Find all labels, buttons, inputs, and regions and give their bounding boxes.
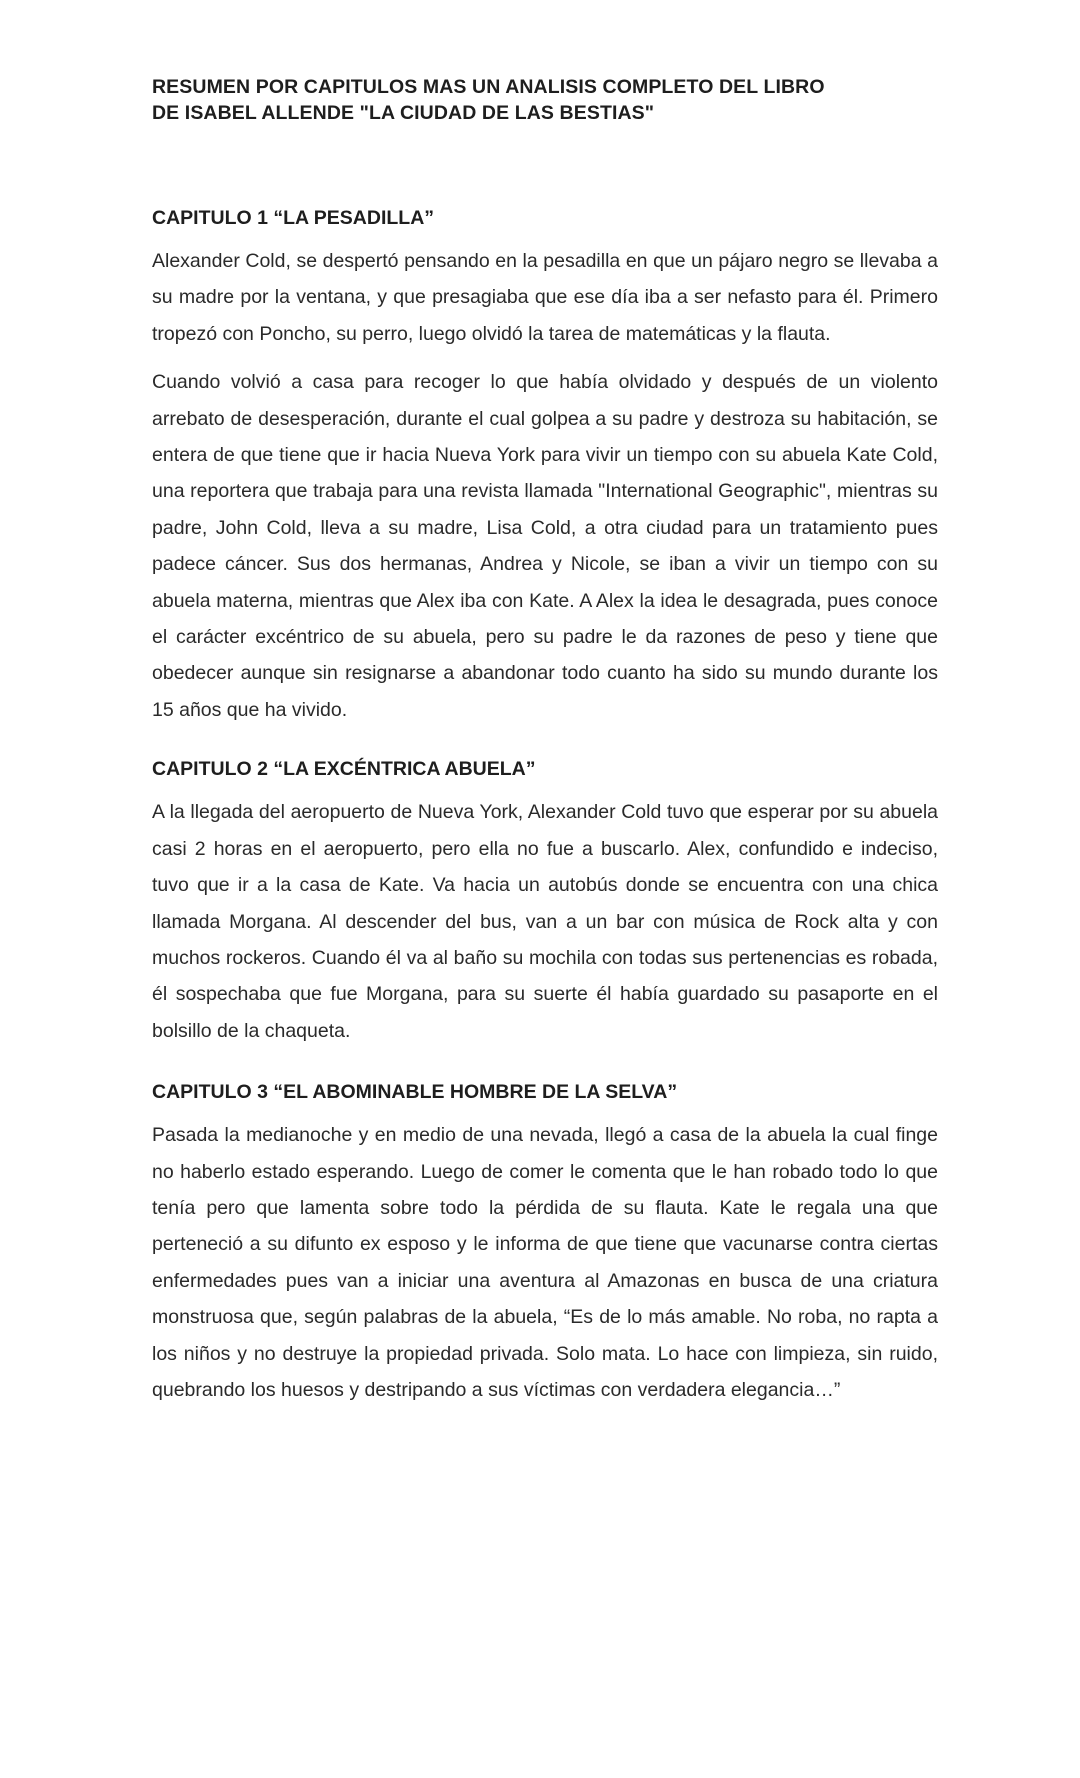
document-title-line-1: RESUMEN POR CAPITULOS MAS UN ANALISIS COMPLETO DEL LIBRO: [152, 76, 825, 98]
chapter-2-section: [152, 756, 938, 1049]
chapter-1-section: [152, 205, 938, 728]
chapter-1-paragraph-1: Alexander Cold, se despertó pensando en la pesadilla en que un pájaro negro se llevaba a su madre por la ventana, y que presagiaba que ese día iba a ser nefasto para él. Primero tropezó con Poncho, su perro, luego olvidó la tarea de matemáticas y la flauta.: [152, 250, 938, 345]
chapter-3-section: [152, 1079, 938, 1408]
chapter-2-paragraph-1: A la llegada del aeropuerto de Nueva York, Alexander Cold tuvo que esperar por su abuela casi 2 horas en el aeropuerto, pero ella no fue a buscarlo. Alex, confundido e indeciso, tuvo que ir a la casa de Kate. Va hacia un autobús donde se encuentra con una chica llamada Morgana. Al descender del bus, van a un bar con música de Rock alta y con muchos rockeros. Cuando él va al baño su mochila con todas sus pertenencias es robada, él sospechaba que fue Morgana, para su suerte él había guardado su pasaporte en el bolsillo de la chaqueta.: [152, 801, 938, 1042]
document-title-line-2: DE ISABEL ALLENDE "LA CIUDAD DE LAS BESTIAS": [152, 102, 655, 124]
document-page: [152, 74, 938, 1408]
chapter-2-heading: CAPITULO 2 “LA EXCÉNTRICA ABUELA”: [152, 758, 536, 781]
document-title: [152, 74, 938, 126]
chapter-3-heading: CAPITULO 3 “EL ABOMINABLE HOMBRE DE LA SELVA”: [152, 1081, 678, 1104]
chapter-1-paragraph-2: Cuando volvió a casa para recoger lo que había olvidado y después de un violento arrebato de desesperación, durante el cual golpea a su padre y destroza su habitación, se entera de que tiene que ir hacia Nueva York para vivir un tiempo con su abuela Kate Cold, una reportera que trabaja para una revista llamada "International Geographic", mientras su padre, John Cold, lleva a su madre, Lisa Cold, a otra ciudad para un tratamiento pues padece cáncer. Sus dos hermanas, Andrea y Nicole, se iban a vivir un tiempo con su abuela materna, mientras que Alex iba con Kate. A Alex la idea le desagrada, pues conoce el carácter excéntrico de su abuela, pero su padre le da razones de peso y tiene que obedecer aunque sin resignarse a abandonar todo cuanto ha sido su mundo durante los 15 años que ha vivido.: [152, 371, 938, 721]
chapter-3-paragraph-1: Pasada la medianoche y en medio de una nevada, llegó a casa de la abuela la cual finge no haberlo estado esperando. Luego de comer le comenta que le han robado todo lo que tenía pero que lamenta sobre todo la pérdida de su flauta. Kate le regala una que perteneció a su difunto ex esposo y le informa de que tiene que vacunarse contra ciertas enfermedades pues van a iniciar una aventura al Amazonas en busca de una criatura monstruosa que, según palabras de la abuela, “Es de lo más amable. No roba, no rapta a los niños y no destruye la propiedad privada. Solo mata. Lo hace con limpieza, sin ruido, quebrando los huesos y destripando a sus víctimas con verdadera elegancia…”: [152, 1124, 938, 1401]
chapter-1-heading: CAPITULO 1 “LA PESADILLA”: [152, 207, 435, 229]
